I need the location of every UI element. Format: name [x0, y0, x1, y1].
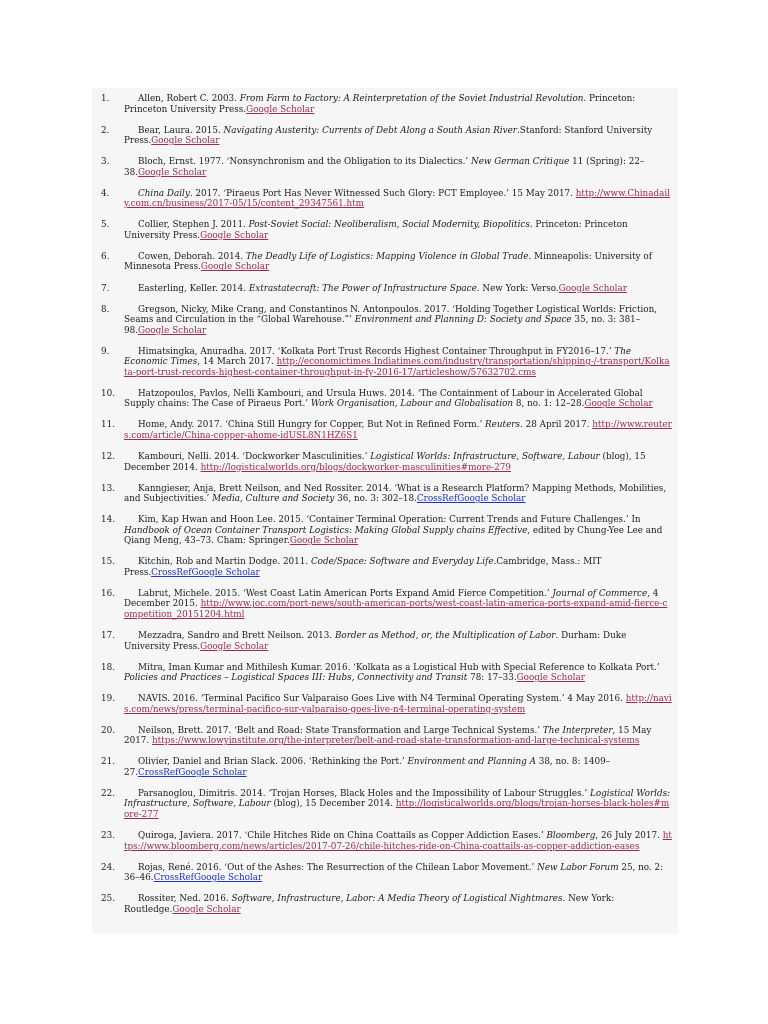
citation-text: . Minneapolis: University of Minnesota Press. — [124, 251, 652, 273]
reference-number: 20. — [101, 725, 115, 736]
reference-number: 11. — [101, 420, 115, 431]
italic-title: Software, Infrastructure, Labor: A Media Theory of Logistical Nightmares — [231, 894, 563, 905]
citation-text: .Cambridge, Mass.: MIT Press. — [124, 557, 602, 578]
citation-text: . Princeton: Princeton University Press. — [124, 94, 636, 115]
reference-text — [124, 94, 672, 115]
reference-number: 22. — [101, 788, 115, 799]
reference-item — [92, 589, 678, 621]
reference-text — [124, 252, 672, 273]
reference-item — [92, 420, 678, 441]
reference-item — [92, 557, 678, 578]
google-scholar-link[interactable]: Google Scholar — [516, 673, 585, 684]
citation-text: 35, no. 3: 381–98. — [124, 315, 641, 336]
italic-title: The Interpreter — [542, 725, 613, 736]
reference-number: 17. — [101, 631, 115, 641]
citation-text: Kambouri, Nelli. 2014. ‘Dockworker Masculinities.’ — [138, 452, 371, 463]
google-scholar-link[interactable]: Google Scholar — [457, 494, 526, 505]
reference-item — [92, 694, 678, 715]
citation-text: Kitchin, Rob and Martin Dodge. 2011. — [138, 557, 311, 568]
italic-title: From Farm to Factory: A Reinterpretation of the Soviet Industrial Revolution — [239, 94, 584, 104]
reference-text — [124, 757, 672, 778]
citation-text: 38, no. 8: 1409–27. — [124, 757, 611, 778]
citation-text: , 26 July 2017. — [595, 831, 663, 842]
citation-text: Home, Andy. 2017. ‘China Still Hungry for Copper, But Not in Refined Form.’ — [138, 420, 486, 431]
citation-text: 78: 17–33. — [467, 673, 517, 684]
reference-item — [92, 484, 678, 505]
italic-title: Border as Method, or, the Multiplication of Labor — [334, 631, 556, 641]
citation-text: Labrut, Michele. 2015. ‘West Coast Latin American Ports Expand Amid Fierce Competition.’ — [138, 588, 553, 599]
google-scholar-link[interactable]: Google Scholar — [200, 641, 269, 652]
citation-text: . 28 April 2017. — [520, 420, 593, 431]
italic-title: Environment and Planning D: Society and Space — [354, 315, 572, 326]
citation-text: Bear, Laura. 2015. — [138, 125, 224, 136]
reference-text — [124, 694, 672, 715]
citation-text: Allen, Robert C. 2003. — [138, 94, 240, 104]
reference-text — [124, 589, 672, 621]
reference-number: 25. — [101, 894, 115, 905]
url-link[interactable]: https://www.lowyinstitute.org/the-interpreter/belt-and-road-state-transformation-and-large-technical-systems — [151, 736, 640, 747]
reference-text — [124, 789, 672, 821]
reference-number: 7. — [101, 283, 110, 294]
reference-text — [124, 126, 672, 147]
italic-title: New German Critique — [471, 157, 570, 168]
italic-title: Policies and Practices – Logistical Spaces III: Hubs, Connectivity and Transit — [124, 673, 468, 684]
reference-number: 2. — [101, 125, 110, 136]
reference-item — [92, 189, 678, 210]
citation-text: .Stanford: Stanford University Press. — [124, 125, 653, 147]
url-link[interactable]: http://logisticalworlds.org/blogs/trojan-horses-black-holes#more-277 — [124, 799, 670, 820]
reference-item — [92, 894, 678, 915]
citation-text: . Durham: Duke University Press. — [124, 631, 627, 652]
google-scholar-link[interactable]: Google Scholar — [178, 767, 247, 778]
citation-text: . New York: Verso. — [476, 283, 559, 294]
url-link[interactable]: http://www.reuters.com/article/China-copper-ahome-idUSL8N1HZ6S1 — [124, 420, 672, 441]
reference-item — [92, 631, 678, 652]
reference-text — [124, 220, 672, 241]
reference-number: 10. — [101, 388, 115, 399]
italic-title: Bloomberg — [546, 831, 596, 842]
google-scholar-link[interactable]: Google Scholar — [200, 262, 270, 273]
citation-text: (blog), 15 December 2014. — [124, 452, 646, 473]
reference-number: 15. — [101, 557, 115, 568]
italic-title: Journal of Commerce — [552, 588, 648, 599]
reference-text — [124, 305, 672, 337]
google-scholar-link[interactable]: Google Scholar — [151, 136, 220, 147]
google-scholar-link[interactable]: Google Scholar — [138, 167, 207, 178]
citation-text: . Princeton: Princeton University Press. — [124, 220, 628, 241]
reference-number: 9. — [101, 346, 110, 357]
citation-text: Rojas, René. 2016. ‘Out of the Ashes: The Resurrection of the Chilean Labor Movement.’ — [138, 862, 538, 873]
citation-text: (blog), 15 December 2014. — [270, 799, 396, 810]
reference-item — [92, 789, 678, 821]
reference-item — [92, 284, 678, 295]
reference-list — [92, 88, 678, 915]
reference-text — [124, 515, 672, 547]
reference-item — [92, 515, 678, 547]
reference-number: 18. — [101, 662, 115, 673]
italic-title: China Daily — [138, 188, 190, 199]
italic-title: Media, Culture and Society — [212, 494, 335, 505]
italic-title: Work Organisation, Labour and Globalisation — [310, 399, 514, 410]
reference-number: 1. — [101, 94, 110, 104]
reference-text — [124, 894, 672, 915]
url-link[interactable]: http://www.joc.com/port-news/south-american-ports/west-coast-latin-america-ports-expand-amid-fierce-competition_20151204.html — [124, 599, 668, 620]
italic-title: Environment and Planning A — [407, 757, 536, 768]
reference-text — [124, 631, 672, 652]
google-scholar-link[interactable]: Google Scholar — [193, 873, 263, 884]
citation-text: 36, no. 3: 302–18. — [334, 494, 417, 505]
reference-item — [92, 305, 678, 337]
reference-text — [124, 284, 672, 295]
reference-text — [124, 557, 672, 578]
citation-text: Hatzopoulos, Pavlos, Nelli Kambouri, and Ursula Huws. 2014. ‘The Containment of Labour in Accelerated Global Supply chains: The Case of Piraeus Port.’ — [124, 388, 643, 410]
reference-number: 16. — [101, 588, 115, 599]
citation-text: . New York: Routledge. — [124, 894, 615, 915]
citation-text: Cowen, Deborah. 2014. — [138, 251, 246, 262]
reference-number: 23. — [101, 831, 115, 842]
reference-text — [124, 389, 672, 410]
google-scholar-link[interactable]: Google Scholar — [191, 567, 260, 578]
italic-title: The Deadly Life of Logistics: Mapping Violence in Global Trade — [245, 251, 529, 262]
reference-item — [92, 126, 678, 147]
google-scholar-link[interactable]: Google Scholar — [246, 104, 315, 115]
url-link[interactable]: http://www.Chinadaily.com.cn/business/2017-05/15/content_29347561.htm — [124, 188, 670, 210]
reference-item — [92, 452, 678, 473]
italic-title: Handbook of Ocean Container Transport Logistics: Making Global Supply chains Effective — [124, 525, 528, 536]
citation-text: Gregson, Nicky, Mike Crang, and Constantinos N. Antonpoulos. 2017. ‘Holding Together Logistical Worlds: Friction, Seams and Circulation in the “Global Warehouse.”’ — [124, 304, 658, 326]
reference-item — [92, 757, 678, 778]
reference-text — [124, 189, 672, 210]
citation-text: Bloch, Ernst. 1977. ‘Nonsynchronism and the Obligation to its Dialectics.’ — [138, 157, 472, 168]
citation-text: Mitra, Iman Kumar and Mithilesh Kumar. 2016. ‘Kolkata as a Logistical Hub with Special Reference to Kolkata Port.’ — [138, 662, 660, 673]
reference-number: 3. — [101, 157, 110, 168]
citation-text: Kim, Kap Hwan and Hoon Lee. 2015. ‘Container Terminal Operation: Current Trends and Future Challenges.’ In — [138, 515, 641, 526]
reference-item — [92, 157, 678, 178]
italic-title: Logistical Worlds: Infrastructure, Software, Labour — [124, 788, 671, 810]
reference-number: 12. — [101, 452, 115, 463]
reference-number: 14. — [101, 515, 115, 526]
citation-text: Easterling, Keller. 2014. — [138, 283, 249, 294]
citation-text: Neilson, Brett. 2017. ‘Belt and Road: State Transformation and Large Technical Systems.’ — [138, 725, 543, 736]
url-link[interactable]: https://www.bloomberg.com/news/articles/2017-07-26/chile-hitches-ride-on-China-coattails-as-copper-addiction-eases — [124, 831, 672, 852]
italic-title: Navigating Austerity: Currents of Debt Along a South Asian River — [223, 125, 518, 136]
citation-text: 11 (Spring): 22–38. — [124, 157, 645, 178]
reference-number: 21. — [101, 757, 115, 768]
citation-text: 8, no. 1: 12–28. — [513, 399, 585, 410]
reference-text — [124, 863, 672, 884]
citation-text: , 15 May 2017. — [124, 725, 652, 747]
italic-title: Code/Space: Software and Everyday Life — [310, 557, 494, 568]
reference-item — [92, 726, 678, 747]
google-scholar-link[interactable]: Google Scholar — [584, 399, 653, 410]
citation-text: Quiroga, Javiera. 2017. ‘Chile Hitches Ride on China Coattails as Copper Addiction Eases.’ — [138, 831, 547, 842]
reference-text — [124, 831, 672, 852]
citation-text: 25, no. 2: 36–46. — [124, 862, 664, 884]
reference-number: 24. — [101, 862, 115, 873]
reference-number: 8. — [101, 304, 110, 315]
reference-item — [92, 347, 678, 379]
reference-text — [124, 663, 672, 684]
reference-text — [124, 484, 672, 505]
citation-text: . 2017. ‘Piraeus Port Has Never Witnessed Such Glory: PCT Employee.’ 15 May 2017. — [189, 188, 576, 199]
crossref-link[interactable]: CrossRef — [153, 873, 194, 884]
citation-text: , edited by Chung-Yee Lee and Qiang Meng, 43–73. Cham: Springer. — [124, 525, 663, 547]
crossref-link[interactable]: CrossRef — [416, 494, 458, 505]
crossref-link[interactable]: CrossRef — [151, 567, 192, 578]
italic-title: New Labor Forum — [537, 862, 619, 873]
reference-text — [124, 726, 672, 747]
citation-text: Collier, Stephen J. 2011. — [138, 220, 249, 231]
italic-title: Extrastatecraft: The Power of Infrastructure Space — [248, 283, 477, 294]
crossref-link[interactable]: CrossRef — [138, 767, 179, 778]
italic-title: Reuters — [485, 420, 521, 431]
reference-item — [92, 94, 678, 115]
reference-number: 6. — [101, 251, 110, 262]
reference-text — [124, 452, 672, 473]
italic-title: The Economic Times — [124, 346, 632, 368]
reference-item — [92, 663, 678, 684]
italic-title: Post-Soviet Social: Neoliberalism, Social Modernity, Biopolitics — [248, 220, 530, 231]
url-link[interactable]: http://logisticalworlds.org/blogs/dockworker-masculinities#more-279 — [200, 462, 511, 473]
reference-text — [124, 347, 672, 379]
citation-text: , 4 December 2015. — [124, 588, 659, 610]
reference-item — [92, 863, 678, 884]
google-scholar-link[interactable]: Google Scholar — [289, 536, 359, 547]
reference-number: 4. — [101, 188, 110, 199]
reference-item — [92, 252, 678, 273]
italic-title: Logistical Worlds: Infrastructure, Software, Labour — [370, 452, 600, 463]
citation-text: Mezzadra, Sandro and Brett Neilson. 2013. — [138, 631, 335, 641]
citation-text: , 14 March 2017. — [197, 357, 277, 368]
citation-text: Parsanoglou, Dimitris. 2014. ‘Trojan Horses, Black Holes and the Impossibility of Labour Struggles.’ — [138, 788, 590, 799]
url-link[interactable]: http://navis.com/news/press/terminal-pacifico-sur-valparaiso-goes-live-n4-terminal-operating-system — [124, 694, 672, 715]
reference-item — [92, 389, 678, 410]
google-scholar-link[interactable]: Google Scholar — [558, 283, 627, 294]
citation-text: Himatsingka, Anuradha. 2017. ‘Kolkata Port Trust Records Highest Container Throughput in FY2016–17.’ — [138, 346, 615, 357]
reference-page — [92, 88, 678, 934]
google-scholar-link[interactable]: Google Scholar — [172, 904, 241, 915]
reference-text — [124, 420, 672, 441]
reference-item — [92, 220, 678, 241]
reference-item — [92, 831, 678, 852]
url-link[interactable]: http://economictimes.Indiatimes.com/industry/transportation/shipping-/-transport/Kolkata-port-trust-records-highest-container-throughput-in-fy-2016-17/articleshow/57632702.cms — [124, 357, 670, 378]
reference-number: 19. — [101, 694, 115, 705]
citation-text: Kanngieser, Anja, Brett Neilson, and Ned Rossiter. 2014. ‘What is a Research Platform? Mapping Methods, Mobilities, and Subjectivities.’ — [124, 483, 667, 505]
citation-text: NAVIS. 2016. ‘Terminal Pacifico Sur Valparaiso Goes Live with N4 Terminal Operating System.’ 4 May 2016. — [138, 694, 626, 705]
reference-number: 13. — [101, 483, 115, 494]
citation-text: Olivier, Daniel and Brian Slack. 2006. ‘Rethinking the Port.’ — [138, 757, 408, 768]
google-scholar-link[interactable]: Google Scholar — [138, 325, 207, 336]
reference-number: 5. — [101, 220, 110, 231]
google-scholar-link[interactable]: Google Scholar — [200, 230, 269, 241]
reference-text — [124, 157, 672, 178]
citation-text: Rossiter, Ned. 2016. — [138, 894, 232, 905]
